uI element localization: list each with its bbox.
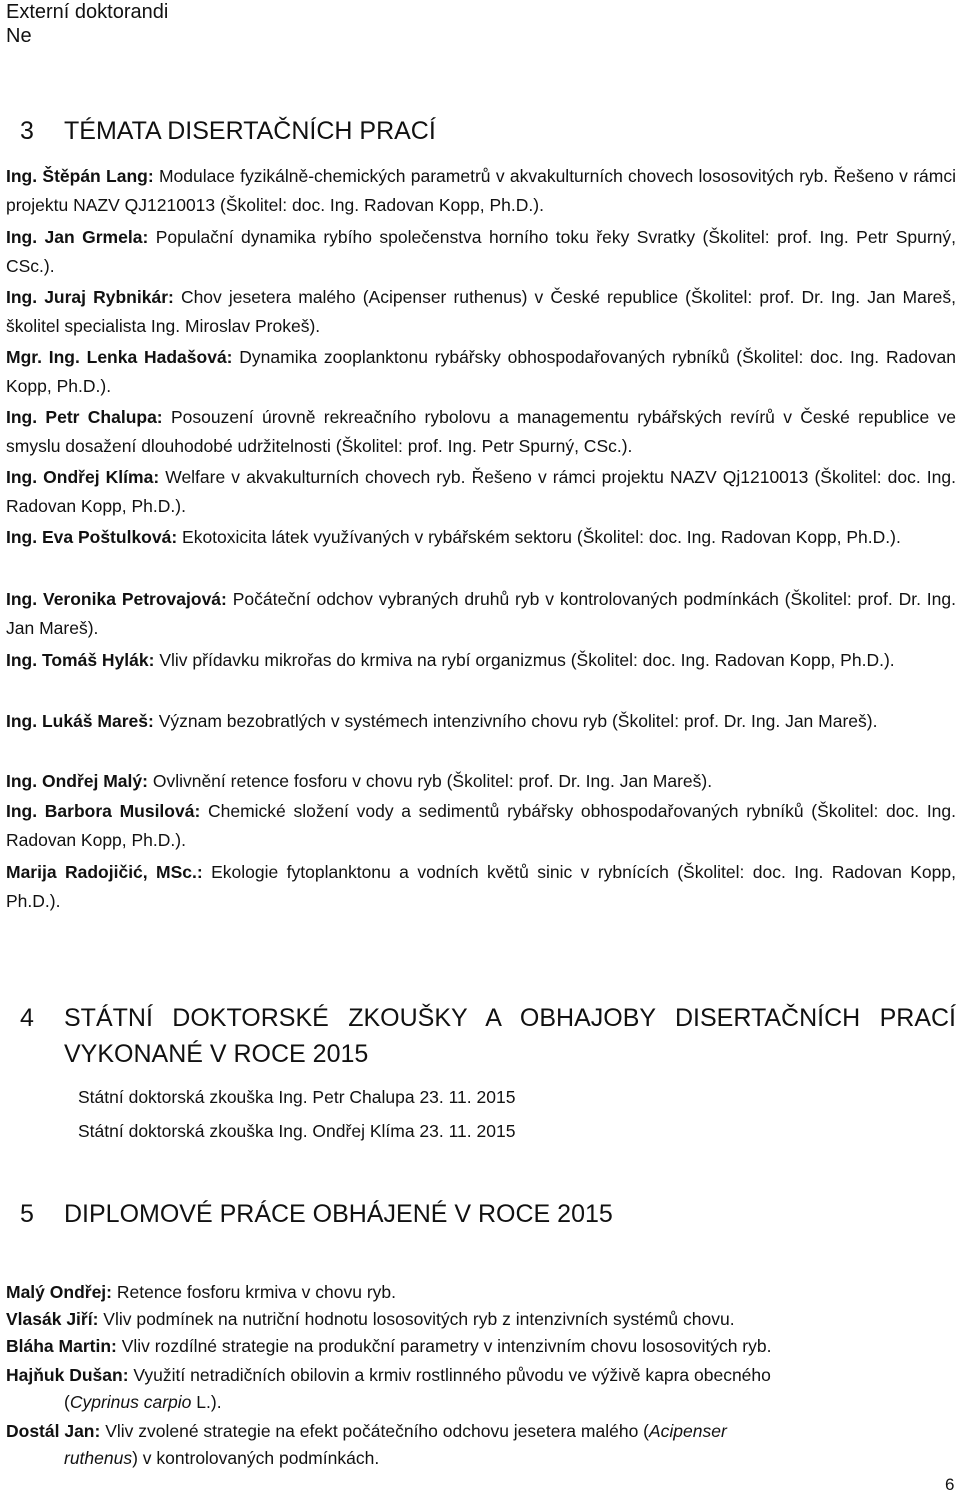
thesis-author: Ing. Jan Grmela: xyxy=(6,227,149,247)
section-3-number: 3 xyxy=(20,117,34,145)
thesis-author: Ing. Barbora Musilová: xyxy=(6,801,201,821)
diploma-item xyxy=(6,1418,956,1445)
section-3-title: TÉMATA DISERTAČNÍCH PRACÍ xyxy=(64,117,436,145)
species-name: ruthenus xyxy=(64,1448,133,1468)
thesis-text: Ovlivnění retence fosforu v chovu ryb (Školitel: prof. Dr. Ing. Jan Mareš). xyxy=(147,771,713,791)
thesis-item xyxy=(6,223,956,281)
section-4-title-line-1: STÁTNÍ DOKTORSKÉ ZKOUŠKY A OBHAJOBY DISERTAČNÍCH PRACÍ xyxy=(64,1004,956,1032)
thesis-text: Ekotoxicita látek využívaných v rybářském sektoru (Školitel: doc. Ing. Radovan Kopp, Ph.D.). xyxy=(177,527,901,547)
diploma-text: Využití netradičních obilovin a krmiv rostlinného původu ve výživě kapra obecného xyxy=(128,1365,771,1385)
thesis-text: Chemické složení vody a sedimentů rybářsky obhospodařovaných rybníků (Školitel: doc. Ing. Radovan Kopp, Ph.D.). xyxy=(6,801,957,850)
section-5-heading xyxy=(20,1196,956,1232)
thesis-author: Ing. Tomáš Hylák: xyxy=(6,650,155,670)
thesis-text: Welfare v akvakulturních chovech ryb. Řešeno v rámci projektu NAZV Qj1210013 (Školitel: doc. Ing. Radovan Kopp, Ph.D.). xyxy=(6,467,956,516)
diploma-text: Retence fosforu krmiva v chovu ryb. xyxy=(112,1282,396,1302)
diploma-text: Vliv rozdílné strategie na produkční parametry v intenzivním chovu lososovitých ryb. xyxy=(116,1336,772,1356)
thesis-item xyxy=(6,463,956,521)
thesis-author: Ing. Juraj Rybnikár: xyxy=(6,287,174,307)
diploma-author: Hajňuk Dušan: xyxy=(6,1365,129,1385)
thesis-text: Populační dynamika rybího společenstva horního toku řeky Svratky (Školitel: prof. Ing. Petr Spurný, CSc.). xyxy=(6,227,957,276)
section-4-title-line-2: VYKONANÉ V ROCE 2015 xyxy=(64,1040,369,1068)
thesis-text: Dynamika zooplanktonu rybářsky obhospodařovaných rybníků (Školitel: doc. Ing. Radovan Kopp, Ph.D.). xyxy=(6,347,956,396)
page-number: 6 xyxy=(945,1475,955,1494)
diploma-text: Vliv zvolené strategie na efekt počátečního odchovu jesetera malého ( xyxy=(100,1421,649,1441)
thesis-text: Vliv přídavku mikrořas do krmiva na rybí organizmus (Školitel: doc. Ing. Radovan Kopp, Ph.D.). xyxy=(154,650,895,670)
diploma-item xyxy=(6,1333,956,1360)
exam-item: Státní doktorská zkouška Ing. Petr Chalupa 23. 11. 2015 xyxy=(78,1087,516,1107)
thesis-author: Ing. Štěpán Lang: xyxy=(6,166,154,186)
diploma-author: Bláha Martin: xyxy=(6,1336,117,1356)
thesis-text: Význam bezobratlých v systémech intenzivního chovu ryb (Školitel: prof. Dr. Ing. Jan Mareš). xyxy=(153,711,878,731)
diploma-author: Vlasák Jiří: xyxy=(6,1309,99,1329)
section-5-number: 5 xyxy=(20,1200,34,1228)
thesis-item xyxy=(6,767,956,796)
diploma-author: Malý Ondřej: xyxy=(6,1282,112,1302)
section-4-heading xyxy=(20,1000,956,1036)
thesis-item xyxy=(6,343,956,401)
thesis-item xyxy=(6,646,956,675)
diploma-item-continuation: (Cyprinus carpio L.). xyxy=(64,1392,222,1412)
thesis-item xyxy=(6,858,956,916)
section-5-title: DIPLOMOVÉ PRÁCE OBHÁJENÉ V ROCE 2015 xyxy=(64,1200,613,1228)
thesis-item xyxy=(6,283,956,341)
thesis-author: Ing. Eva Poštulková: xyxy=(6,527,178,547)
thesis-author: Marija Radojičić, MSc.: xyxy=(6,862,203,882)
thesis-text: Počáteční odchov vybraných druhů ryb v kontrolovaných podmínkách (Školitel: prof. Dr. Ing. Jan Mareš). xyxy=(6,589,956,638)
thesis-author: Ing. Lukáš Mareš: xyxy=(6,711,154,731)
diploma-text: Vliv podmínek na nutriční hodnotu lososovitých ryb z intenzivních systémů chovu. xyxy=(98,1309,735,1329)
species-name: Acipenser xyxy=(649,1421,727,1441)
thesis-item xyxy=(6,797,956,855)
thesis-author: Ing. Ondřej Klíma: xyxy=(6,467,160,487)
diploma-item xyxy=(6,1306,956,1333)
thesis-author: Mgr. Ing. Lenka Hadašová: xyxy=(6,347,233,367)
thesis-item xyxy=(6,162,956,220)
header-line-2: Ne xyxy=(6,25,32,47)
thesis-author: Ing. Veronika Petrovajová: xyxy=(6,589,227,609)
section-4-number: 4 xyxy=(20,1004,34,1032)
thesis-author: Ing. Petr Chalupa: xyxy=(6,407,163,427)
thesis-author: Ing. Ondřej Malý: xyxy=(6,771,148,791)
diploma-author: Dostál Jan: xyxy=(6,1421,101,1441)
exam-item: Státní doktorská zkouška Ing. Ondřej Klíma 23. 11. 2015 xyxy=(78,1121,516,1141)
species-name: Cyprinus carpio xyxy=(69,1392,192,1412)
thesis-item xyxy=(6,707,956,736)
thesis-text: Posouzení úrovně rekreačního rybolovu a managementu rybářských revírů v České republice ve smyslu dosažení dlouhodobé udržitelnosti (Školitel: prof. Ing. Petr Spurný, CSc.). xyxy=(6,407,956,456)
thesis-text: Chov jesetera malého (Acipenser ruthenus) v České republice (Školitel: prof. Dr. Ing. Jan Mareš, školitel specialista Ing. Miroslav Prokeš). xyxy=(6,287,956,336)
thesis-text: Modulace fyzikálně-chemických parametrů v akvakulturních chovech lososovitých ryb. Řešeno v rámci projektu NAZV QJ1210013 (Školitel: doc. Ing. Radovan Kopp, Ph.D.). xyxy=(6,166,956,215)
section-3-heading xyxy=(20,113,956,149)
thesis-item xyxy=(6,403,956,461)
diploma-item-continuation: ruthenus) v kontrolovaných podmínkách. xyxy=(64,1448,380,1468)
thesis-item xyxy=(6,585,956,643)
diploma-item xyxy=(6,1279,956,1306)
thesis-text: Ekologie fytoplanktonu a vodních květů sinic v rybnících (Školitel: doc. Ing. Radovan Kopp, Ph.D.). xyxy=(6,862,956,911)
thesis-item xyxy=(6,523,956,552)
header-line-1: Externí doktorandi xyxy=(6,1,169,23)
diploma-item xyxy=(6,1362,956,1389)
